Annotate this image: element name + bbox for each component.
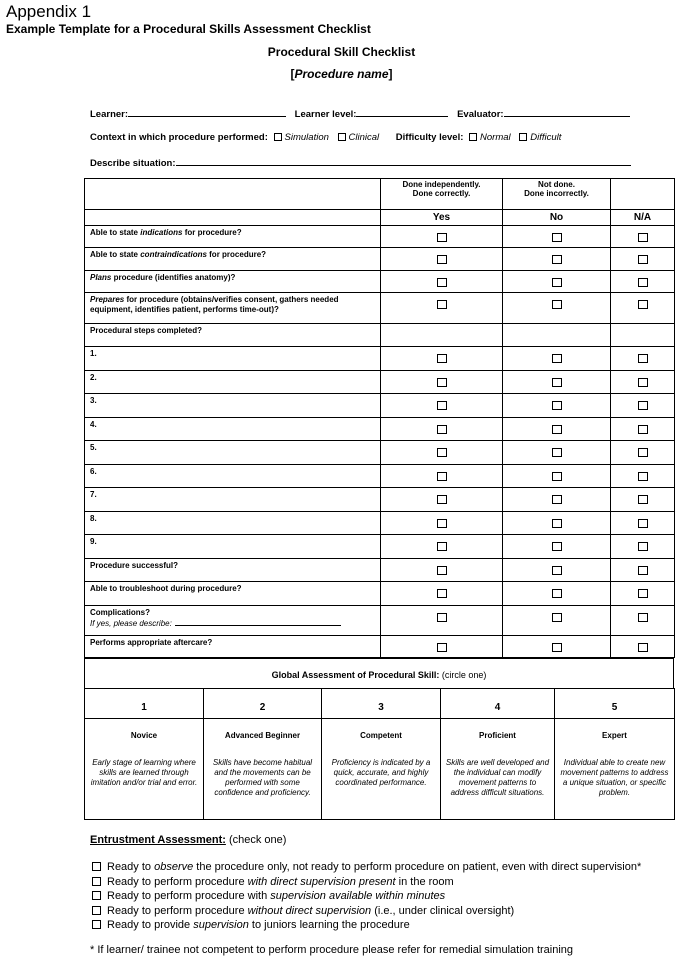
checklist-table xyxy=(84,178,675,658)
complications-describe-label: If yes, please describe: xyxy=(90,619,172,628)
simulation-checkbox[interactable] xyxy=(274,133,282,141)
scale-level-novice: Novice Early stage of learning where skills are learned through imitation and/or trial and error. xyxy=(85,719,204,820)
checklist-title: Procedural Skill Checklist xyxy=(267,45,416,59)
step-label: 1. xyxy=(85,347,381,371)
no-checkbox[interactable] xyxy=(552,401,562,410)
table-row xyxy=(85,271,675,293)
row-label-complications: Complications? If yes, please describe: xyxy=(85,606,381,636)
yes-checkbox[interactable] xyxy=(437,448,447,457)
na-checkbox[interactable] xyxy=(638,378,648,387)
global-scale-table xyxy=(84,688,675,820)
table-row xyxy=(85,248,675,271)
clinical-checkbox[interactable] xyxy=(338,133,346,141)
entrustment-item-without: Ready to perform procedure without direct supervision (i.e., under clinical oversight) xyxy=(92,905,514,917)
learner-line xyxy=(90,107,630,120)
na-checkbox[interactable] xyxy=(638,278,648,287)
row-label-troubleshoot: Able to troubleshoot during procedure? xyxy=(85,582,381,606)
table-row xyxy=(85,582,675,606)
step-label: 8. xyxy=(85,512,381,535)
row-label-plans: Plans procedure (identifies anatomy)? xyxy=(85,271,381,293)
table-row xyxy=(85,441,675,465)
na-checkbox[interactable] xyxy=(638,448,648,457)
yes-checkbox[interactable] xyxy=(437,613,447,622)
entrustment-item-supervise: Ready to provide supervision to juniors learning the procedure xyxy=(92,919,410,931)
yes-checkbox[interactable] xyxy=(437,425,447,434)
table-row xyxy=(85,535,675,559)
entrustment-title: Entrustment Assessment: (check one) xyxy=(90,834,287,846)
scale-number[interactable]: 2 xyxy=(204,689,322,719)
row-label-steps: Procedural steps completed? xyxy=(85,324,381,347)
na-checkbox[interactable] xyxy=(638,495,648,504)
na-checkbox[interactable] xyxy=(638,519,648,528)
na-checkbox[interactable] xyxy=(638,542,648,551)
na-checkbox[interactable] xyxy=(638,354,648,363)
yes-checkbox[interactable] xyxy=(437,233,447,242)
no-checkbox[interactable] xyxy=(552,354,562,363)
table-row xyxy=(85,293,675,324)
context-label: Context in which procedure performed: xyxy=(90,132,268,143)
na-checkbox[interactable] xyxy=(638,300,648,309)
table-row xyxy=(85,465,675,488)
steps-na-blank xyxy=(611,324,675,347)
row-label-aftercare: Performs appropriate aftercare? xyxy=(85,636,381,658)
document-subtitle: Example Template for a Procedural Skills Assessment Checklist xyxy=(6,22,371,36)
no-checkbox[interactable] xyxy=(552,613,562,622)
na-checkbox[interactable] xyxy=(638,472,648,481)
yes-checkbox[interactable] xyxy=(437,643,447,652)
table-row xyxy=(85,606,675,636)
entrustment-checkbox[interactable] xyxy=(92,862,101,871)
header-row xyxy=(85,179,675,210)
entrustment-checkbox[interactable] xyxy=(92,891,101,900)
no-checkbox[interactable] xyxy=(552,448,562,457)
scale-number[interactable]: 5 xyxy=(555,689,675,719)
describe-label: Describe situation: xyxy=(90,158,176,169)
na-checkbox[interactable] xyxy=(638,255,648,264)
complications-describe-field[interactable] xyxy=(175,618,341,626)
row-label-prepares: Prepares for procedure (obtains/verifies consent, gathers needed equipment, identifies patient, performs time-out)? xyxy=(85,293,381,324)
no-checkbox[interactable] xyxy=(552,519,562,528)
row-label-indications: Able to state indications for procedure? xyxy=(85,226,381,248)
no-checkbox[interactable] xyxy=(552,278,562,287)
no-checkbox[interactable] xyxy=(552,643,562,652)
procedure-name: [Procedure name] xyxy=(290,67,393,81)
table-row xyxy=(85,512,675,535)
no-checkbox[interactable] xyxy=(552,255,562,264)
no-description: Not done. Done incorrectly. xyxy=(503,179,611,210)
no-checkbox[interactable] xyxy=(552,425,562,434)
header-blank xyxy=(85,179,381,210)
scale-number[interactable]: 4 xyxy=(441,689,555,719)
describe-line xyxy=(90,156,631,169)
global-assessment-instruction: (circle one) xyxy=(439,670,487,680)
yes-checkbox[interactable] xyxy=(437,472,447,481)
table-row xyxy=(85,418,675,441)
na-checkbox[interactable] xyxy=(638,233,648,242)
yes-header: Yes xyxy=(381,210,503,226)
step-label: 3. xyxy=(85,394,381,418)
row-label-successful: Procedure successful? xyxy=(85,559,381,582)
yes-checkbox[interactable] xyxy=(437,566,447,575)
entrustment-item-direct: Ready to perform procedure with direct supervision present in the room xyxy=(92,876,454,888)
yes-checkbox[interactable] xyxy=(437,255,447,264)
no-checkbox[interactable] xyxy=(552,495,562,504)
step-label: 6. xyxy=(85,465,381,488)
na-header: N/A xyxy=(611,210,675,226)
context-line xyxy=(90,132,561,143)
no-checkbox[interactable] xyxy=(552,472,562,481)
table-row xyxy=(85,324,675,347)
na-checkbox[interactable] xyxy=(638,589,648,598)
yes-checkbox[interactable] xyxy=(437,495,447,504)
normal-option: Normal xyxy=(480,132,511,143)
na-checkbox[interactable] xyxy=(638,425,648,434)
scale-number-row xyxy=(85,689,675,719)
answer-header-row xyxy=(85,210,675,226)
step-label: 4. xyxy=(85,418,381,441)
row-label-contraindications: Able to state contraindications for procedure? xyxy=(85,248,381,271)
table-row xyxy=(85,371,675,394)
entrustment-item-observe: Ready to observe the procedure only, not ready to perform procedure on patient, even with direct supervision* xyxy=(92,861,641,873)
procedure-name-text: Procedure name xyxy=(294,67,389,81)
entrustment-checkbox[interactable] xyxy=(92,920,101,929)
global-assessment-header xyxy=(84,658,674,688)
step-label: 7. xyxy=(85,488,381,512)
no-checkbox[interactable] xyxy=(552,233,562,242)
simulation-option: Simulation xyxy=(284,132,329,143)
na-checkbox[interactable] xyxy=(638,401,648,410)
table-row xyxy=(85,559,675,582)
table-row xyxy=(85,394,675,418)
yes-checkbox[interactable] xyxy=(437,401,447,410)
global-assessment-label: Global Assessment of Procedural Skill: xyxy=(271,670,440,680)
learner-field[interactable] xyxy=(128,107,286,117)
entrustment-item-available: Ready to perform procedure with supervision available within minutes xyxy=(92,890,445,902)
appendix-heading: Appendix 1 xyxy=(6,2,92,21)
learner-level-field[interactable] xyxy=(356,107,448,117)
yes-description: Done independently. Done correctly. xyxy=(381,179,503,210)
table-row xyxy=(85,636,675,658)
yes-checkbox[interactable] xyxy=(437,589,447,598)
scale-level-proficient: Proficient Skills are well developed and the individual can modify movement patterns to address difficult situations. xyxy=(441,719,555,820)
scale-level-expert: Expert Individual able to create new movement patterns to address a unique situation, or specific problem. xyxy=(555,719,675,820)
difficult-option: Difficult xyxy=(530,132,562,143)
yes-checkbox[interactable] xyxy=(437,300,447,309)
yes-checkbox[interactable] xyxy=(437,519,447,528)
no-header: No xyxy=(503,210,611,226)
evaluator-field[interactable] xyxy=(504,107,630,117)
step-label: 9. xyxy=(85,535,381,559)
learner-label: Learner: xyxy=(90,109,129,120)
yes-checkbox[interactable] xyxy=(437,278,447,287)
scale-level-advanced-beginner: Advanced Beginner Skills have become habitual and the movements can be performed with some confidence and proficiency. xyxy=(204,719,322,820)
no-checkbox[interactable] xyxy=(552,378,562,387)
scale-number[interactable]: 1 xyxy=(85,689,204,719)
evaluator-label: Evaluator: xyxy=(457,109,504,120)
no-checkbox[interactable] xyxy=(552,300,562,309)
na-description xyxy=(611,179,675,210)
scale-level-competent: Competent Proficiency is indicated by a quick, accurate, and highly coordinated performance. xyxy=(322,719,441,820)
scale-number[interactable]: 3 xyxy=(322,689,441,719)
table-row xyxy=(85,226,675,248)
entrustment-checkbox[interactable] xyxy=(92,906,101,915)
step-label: 5. xyxy=(85,441,381,465)
step-label: 2. xyxy=(85,371,381,394)
no-checkbox[interactable] xyxy=(552,589,562,598)
difficult-checkbox[interactable] xyxy=(519,133,527,141)
na-checkbox[interactable] xyxy=(638,613,648,622)
steps-yes-blank xyxy=(381,324,503,347)
table-row xyxy=(85,488,675,512)
learner-level-label: Learner level: xyxy=(294,109,357,120)
describe-field[interactable] xyxy=(176,156,631,166)
steps-no-blank xyxy=(503,324,611,347)
no-checkbox[interactable] xyxy=(552,566,562,575)
scale-desc-row xyxy=(85,719,675,820)
no-checkbox[interactable] xyxy=(552,542,562,551)
yes-checkbox[interactable] xyxy=(437,378,447,387)
answer-header-blank xyxy=(85,210,381,226)
normal-checkbox[interactable] xyxy=(469,133,477,141)
na-checkbox[interactable] xyxy=(638,566,648,575)
clinical-option: Clinical xyxy=(348,132,380,143)
footnote: * If learner/ trainee not competent to perform procedure please refer for remedial simulation training xyxy=(90,944,574,956)
yes-checkbox[interactable] xyxy=(437,354,447,363)
yes-checkbox[interactable] xyxy=(437,542,447,551)
entrustment-checkbox[interactable] xyxy=(92,877,101,886)
difficulty-label: Difficulty level: xyxy=(395,132,464,143)
na-checkbox[interactable] xyxy=(638,643,648,652)
table-row xyxy=(85,347,675,371)
